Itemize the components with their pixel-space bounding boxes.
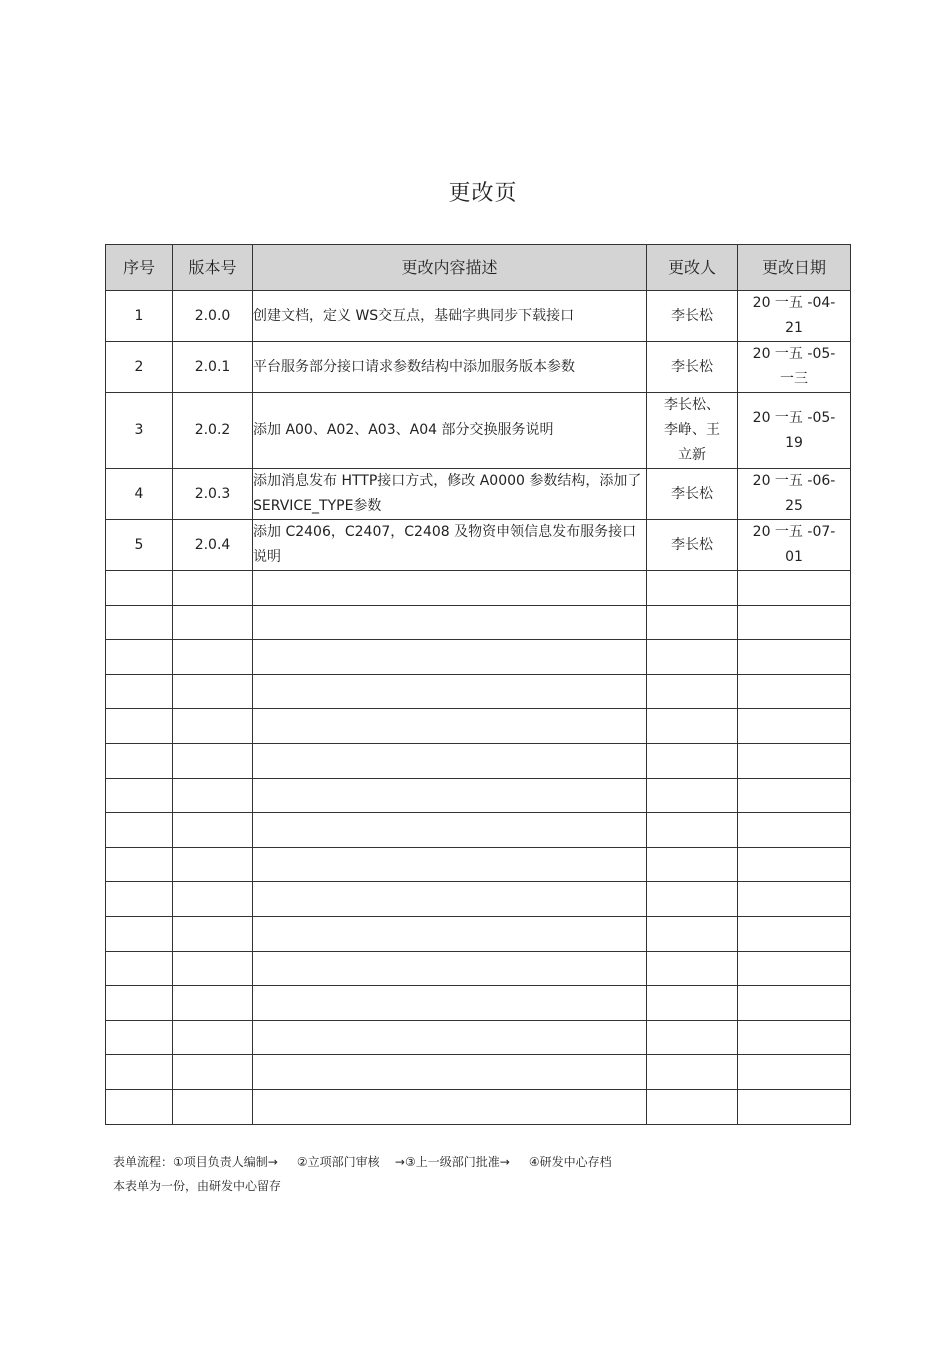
cell-version: 2.0.2 <box>173 393 253 469</box>
cell-person: 李长松 <box>647 520 738 571</box>
change-log-table <box>105 244 851 1125</box>
empty-row <box>106 743 851 778</box>
header-description: 更改内容描述 <box>253 245 647 291</box>
retention-note: 本表单为一份，由研发中心留存 <box>113 1179 282 1193</box>
empty-row <box>106 916 851 951</box>
cell-description: 创建文档，定义 WS交互点，基础字典同步下载接口 <box>253 291 647 342</box>
cell-date: 20 一五 -05-19 <box>738 393 851 469</box>
table-row <box>106 469 851 520</box>
cell-person: 李长松、李峥、王立新 <box>647 393 738 469</box>
form-footer <box>113 1150 612 1198</box>
cell-version: 2.0.4 <box>173 520 253 571</box>
cell-person: 李长松 <box>647 469 738 520</box>
cell-no: 2 <box>106 342 173 393</box>
cell-description: 添加消息发布 HTTP接口方式，修改 A0000 参数结构，添加了 SERVICE_TYPE参数 <box>253 469 647 520</box>
header-version: 版本号 <box>173 245 253 291</box>
table-header-row <box>106 245 851 291</box>
empty-row <box>106 986 851 1021</box>
cell-person: 李长松 <box>647 291 738 342</box>
empty-row <box>106 778 851 813</box>
cell-date: 20 一五 -05-一三 <box>738 342 851 393</box>
empty-row <box>106 882 851 917</box>
cell-date: 20 一五 -06-25 <box>738 469 851 520</box>
table-row <box>106 520 851 571</box>
header-date: 更改日期 <box>738 245 851 291</box>
empty-row <box>106 674 851 709</box>
cell-no: 1 <box>106 291 173 342</box>
approval-flow: 表单流程：①项目负责人编制→ ②立项部门审核 →③上一级部门批准→ ④研发中心存档 <box>113 1155 612 1169</box>
table-row <box>106 342 851 393</box>
empty-row <box>106 640 851 675</box>
cell-no: 3 <box>106 393 173 469</box>
cell-date: 20 一五 -07-01 <box>738 520 851 571</box>
cell-person: 李长松 <box>647 342 738 393</box>
empty-row <box>106 709 851 744</box>
page-title: 更改页 <box>448 181 518 206</box>
cell-no: 5 <box>106 520 173 571</box>
empty-row <box>106 813 851 848</box>
table-row <box>106 291 851 342</box>
empty-row <box>106 571 851 606</box>
cell-version: 2.0.0 <box>173 291 253 342</box>
header-person: 更改人 <box>647 245 738 291</box>
cell-version: 2.0.3 <box>173 469 253 520</box>
empty-row <box>106 1020 851 1055</box>
table-row <box>106 393 851 469</box>
cell-version: 2.0.1 <box>173 342 253 393</box>
cell-description: 添加 A00、A02、A03、A04 部分交换服务说明 <box>253 393 647 469</box>
empty-row <box>106 605 851 640</box>
cell-description: 添加 C2406，C2407，C2408 及物资申领信息发布服务接口说明 <box>253 520 647 571</box>
header-no: 序号 <box>106 245 173 291</box>
cell-no: 4 <box>106 469 173 520</box>
cell-description: 平台服务部分接口请求参数结构中添加服务版本参数 <box>253 342 647 393</box>
empty-row <box>106 847 851 882</box>
empty-row <box>106 1089 851 1124</box>
empty-row <box>106 951 851 986</box>
empty-row <box>106 1055 851 1090</box>
cell-date: 20 一五 -04-21 <box>738 291 851 342</box>
